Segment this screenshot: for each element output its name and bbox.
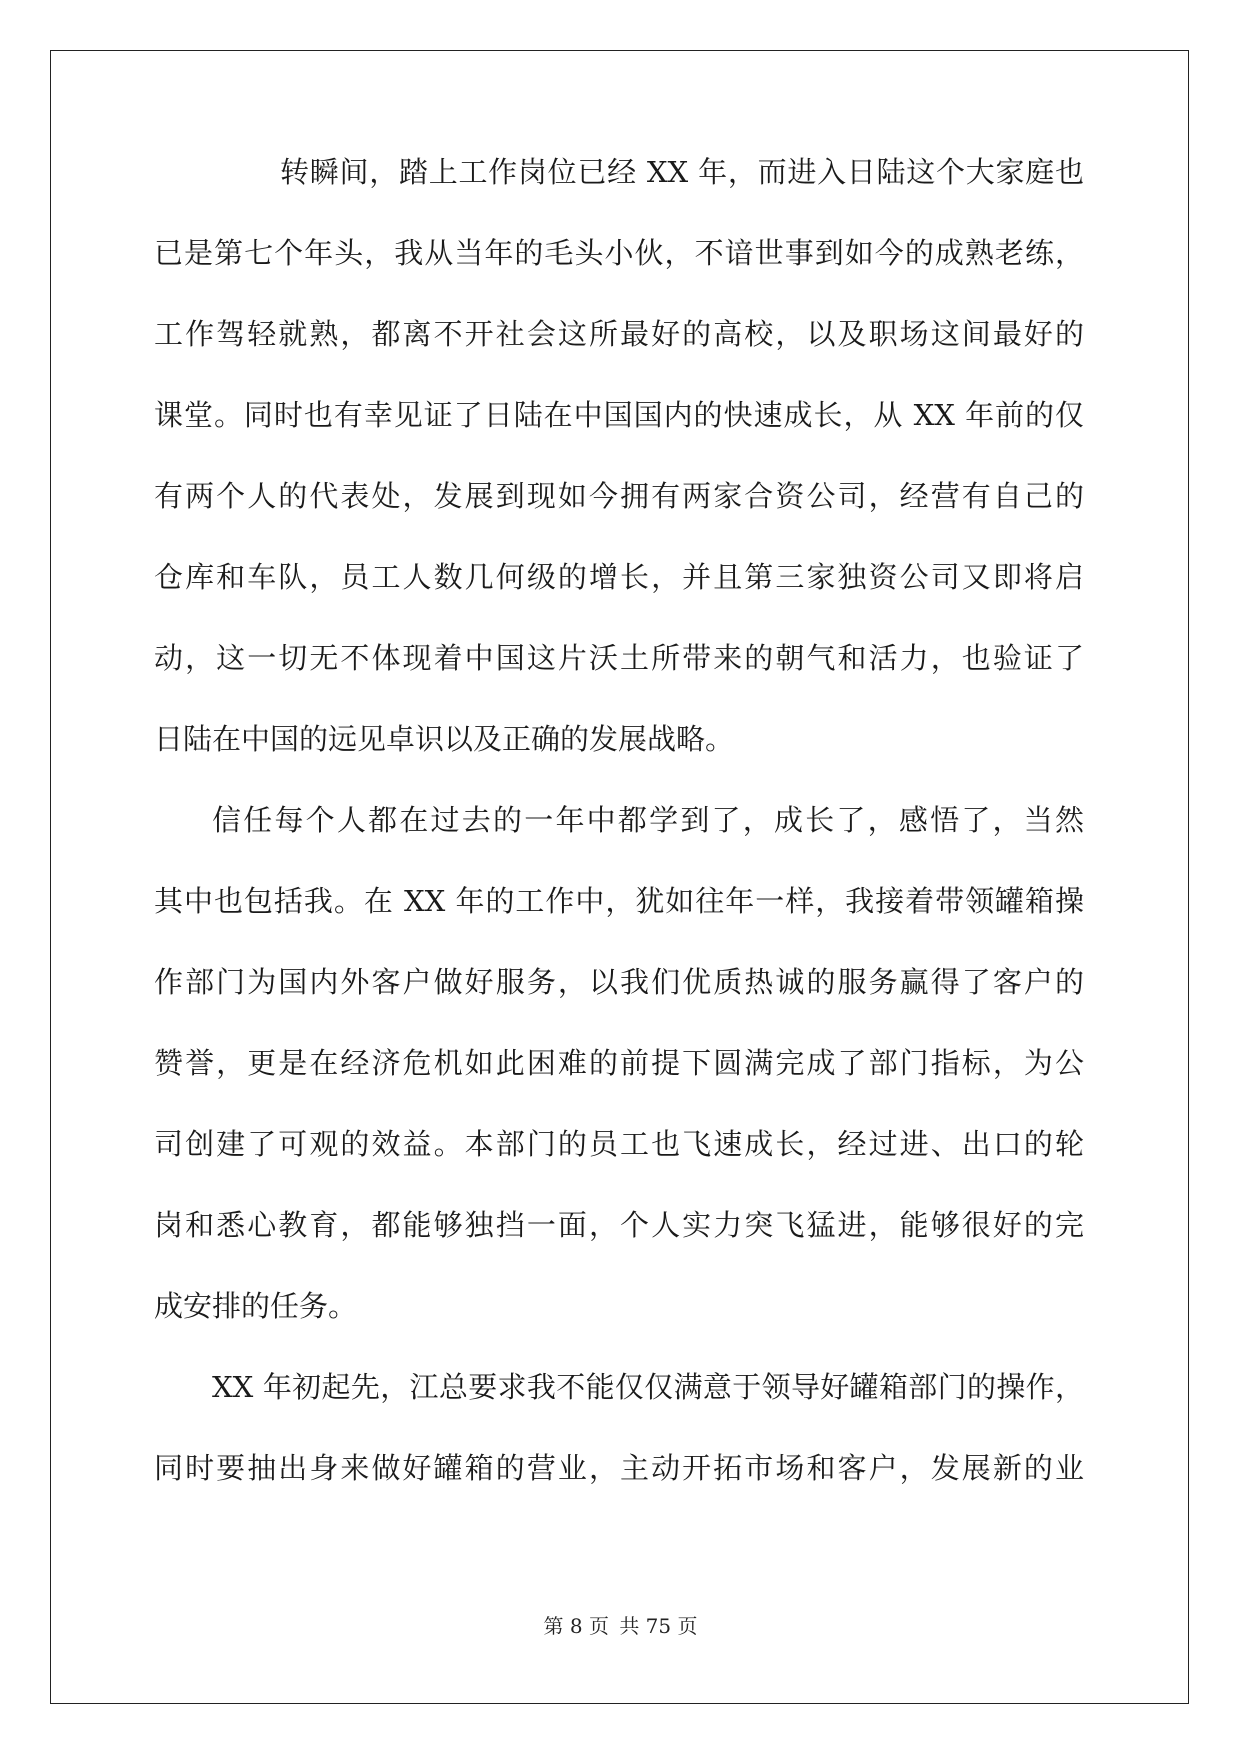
text-line: 转瞬间，踏上工作岗位已经 XX 年，而进入日陆这个大家庭也 (280, 155, 1084, 189)
text-line: 有两个人的代表处，发展到现如今拥有两家合资公司，经营有自己的 (154, 479, 1084, 513)
text-line: 成安排的任务。 (154, 1289, 358, 1323)
text-line: 赞誉，更是在经济危机如此困难的前提下圆满完成了部门指标，为公 (154, 1046, 1084, 1080)
text-line: 其中也包括我。在 XX 年的工作中，犹如往年一样，我接着带领罐箱操 (154, 884, 1084, 918)
text-line: 信任每个人都在过去的一年中都学到了，成长了，感悟了，当然 (212, 803, 1084, 837)
text-line: 日陆在中国的远见卓识以及正确的发展战略。 (154, 722, 735, 756)
page-footer (0, 1616, 1241, 1636)
text-line: 岗和悉心教育，都能够独挡一面，个人实力突飞猛进，能够很好的完 (154, 1208, 1084, 1242)
text-line: 同时要抽出身来做好罐箱的营业，主动开拓市场和客户，发展新的业 (154, 1451, 1084, 1485)
text-line: 课堂。同时也有幸见证了日陆在中国国内的快速成长，从 XX 年前的仅 (154, 398, 1084, 432)
text-line: 已是第七个年头，我从当年的毛头小伙，不谙世事到如今的成熟老练， (154, 236, 1084, 270)
text-line: XX 年初起先，江总要求我不能仅仅满意于领导好罐箱部门的操作， (212, 1370, 1084, 1404)
text-line: 仓库和车队，员工人数几何级的增长，并且第三家独资公司又即将启 (154, 560, 1084, 594)
text-line: 动，这一切无不体现着中国这片沃土所带来的朝气和活力，也验证了 (154, 641, 1084, 675)
text-line: 作部门为国内外客户做好服务，以我们优质热诚的服务赢得了客户的 (154, 965, 1084, 999)
text-line: 司创建了可观的效益。本部门的员工也飞速成长，经过进、出口的轮 (154, 1127, 1084, 1161)
document-body (154, 155, 1084, 1535)
page-total: 共 75 页 (619, 1614, 698, 1638)
page-number: 第 8 页 (543, 1614, 609, 1638)
text-line: 工作驾轻就熟，都离不开社会这所最好的高校，以及职场这间最好的 (154, 317, 1084, 351)
